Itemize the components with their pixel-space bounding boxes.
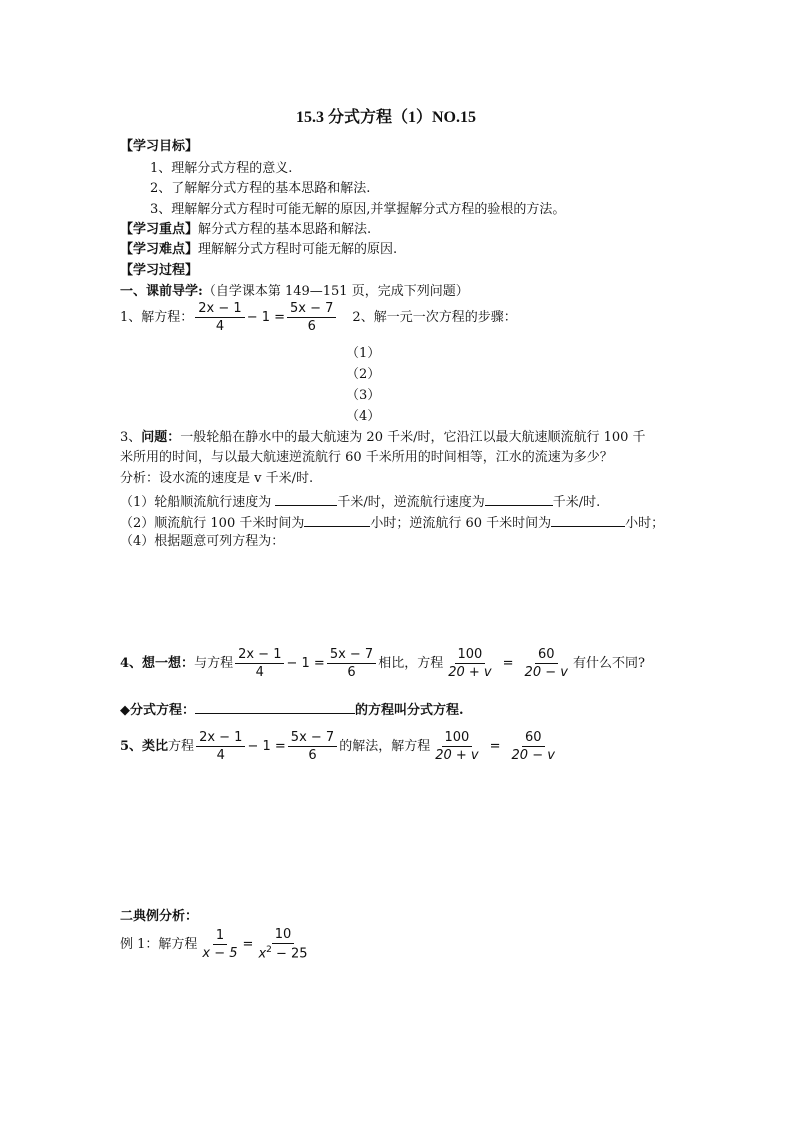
eq2-rhs-fraction-repeat	[509, 731, 558, 762]
part1-note: （自学课本第 149—151 页，完成下列问题）	[202, 284, 469, 299]
part4-text-c: 有什么不同?	[572, 656, 645, 671]
q3-prefix: 3、	[120, 430, 142, 445]
part4-prefix: 4、	[120, 656, 143, 671]
eq3-lhs-num: 1	[213, 929, 227, 945]
part5-label: 5、类比	[120, 739, 169, 754]
eq2-lhs-num: 100	[455, 648, 486, 664]
part1-header-line	[120, 285, 469, 298]
q2-text: 2、解一元一次方程的步骤：	[352, 310, 517, 325]
eq1-rhs-den: 6	[308, 748, 317, 763]
eq2-lhs-den: 20 + v	[435, 748, 479, 763]
definition-blank[interactable]	[195, 701, 355, 714]
eq1-lhs-num: 2x − 1	[196, 731, 245, 747]
eq1-lhs-den: 4	[255, 665, 264, 680]
eq2-lhs-den: 20 + v	[448, 665, 492, 680]
q3-label: 问题：	[141, 430, 181, 445]
eq1-lhs-den: 4	[215, 319, 225, 334]
eq1-lhs-num: 2x − 1	[235, 648, 284, 664]
goal-item: 2、了解解分式方程的基本思路和解法.	[150, 181, 371, 196]
answer2-blank-a[interactable]	[304, 514, 370, 527]
goal-item: 3、理解解分式方程时可能无解的原因,并掌握解分式方程的验根的方法。	[150, 202, 566, 217]
eq2-lhs-fraction	[445, 648, 494, 679]
answer2-line	[120, 514, 664, 530]
eq2-rhs-fraction	[522, 648, 571, 679]
definition-label: ◆分式方程：	[120, 703, 195, 718]
eq2-lhs-fraction-repeat	[432, 731, 481, 762]
eq2-rhs-den: 20 − v	[511, 748, 555, 763]
eq1-lhs-fraction-repeat	[235, 648, 284, 679]
answer4-line: （4）根据题意可列方程为：	[120, 534, 285, 549]
eq1-rhs-num: 5x − 7	[327, 648, 376, 664]
definition-suffix: 的方程叫分式方程.	[355, 703, 464, 718]
answer2-text-b: 小时；逆流航行 60 千米时间为	[370, 516, 552, 531]
eq2-rhs-num: 60	[522, 731, 545, 747]
eq3-rhs-den-tail: − 25	[271, 946, 308, 962]
answer1-blank-b[interactable]	[485, 493, 553, 506]
eq3-lhs-fraction	[199, 929, 240, 960]
answer1-text-a: （1）轮船顺流航行速度为	[120, 495, 276, 510]
part4-text-b: 相比，方程	[378, 656, 444, 671]
eq1-rhs-num: 5x − 7	[287, 302, 336, 318]
step-item: （3）	[346, 388, 381, 403]
q1-prefix: 1、解方程：	[120, 310, 194, 325]
eq1-rhs-fraction	[287, 302, 336, 333]
eq1-lhs-fraction-repeat	[196, 731, 245, 762]
analysis-line: 分析：设水流的速度是 v 千米/时.	[120, 471, 314, 486]
example1-label: 例 1：解方程	[120, 936, 198, 952]
eq3-rhs-num: 10	[272, 928, 295, 944]
page-title: 15.3 分式方程（1）NO.15	[296, 109, 477, 126]
example1-line	[120, 928, 313, 960]
difficulty-line	[120, 243, 397, 256]
eq3-rhs-den-exp: 2	[266, 945, 272, 955]
eq1-lhs-num: 2x − 1	[195, 302, 244, 318]
eq1-rhs-num: 5x − 7	[288, 731, 337, 747]
eq1-lhs-fraction	[195, 302, 244, 333]
answer1-blank-a[interactable]	[275, 493, 337, 506]
definition-line	[120, 701, 464, 717]
step-item: （4）	[346, 409, 381, 424]
q1-line	[120, 302, 517, 333]
answer1-text-c: 千米/时.	[552, 495, 601, 510]
eq1-minus-one: − 1 =	[246, 310, 286, 325]
process-header: 【学习过程】	[120, 263, 199, 278]
difficulty-text: 理解解分式方程时可能无解的原因.	[198, 242, 398, 257]
answer2-text-a: （2）顺流航行 100 千米时间为	[120, 516, 305, 531]
eq1-lhs-den: 4	[216, 748, 225, 763]
part5-text-b: 的解法，解方程	[339, 739, 431, 754]
eq1-rhs-den: 6	[307, 319, 316, 334]
eq2-rhs-den: 20 − v	[524, 665, 568, 680]
part5-line	[120, 731, 560, 762]
eq3-rhs-fraction	[255, 928, 310, 960]
key-point-header: 【学习重点】	[120, 222, 199, 237]
key-point-text: 解分式方程的基本思路和解法.	[198, 222, 372, 237]
eq2-equals: =	[502, 656, 514, 671]
eq3-rhs-den	[255, 944, 310, 960]
answer1-text-b: 千米/时，逆流航行速度为	[337, 495, 485, 510]
eq3-rhs-den-base: x	[258, 946, 267, 962]
part4-line	[120, 648, 645, 679]
eq1-rhs-den: 6	[347, 665, 356, 680]
eq2-lhs-num: 100	[442, 731, 473, 747]
eq1-rhs-fraction-repeat	[327, 648, 376, 679]
eq1-minus-one: − 1 =	[286, 656, 325, 671]
eq3-equals: =	[242, 936, 254, 952]
answer2-blank-b[interactable]	[551, 514, 625, 527]
q3-text1: 一般轮船在静水中的最大航速为 20 千米/时，它沿江以最大航速顺流航行 100 千	[180, 430, 646, 445]
goals-header: 【学习目标】	[120, 139, 199, 154]
part4-text-a: 与方程	[194, 656, 234, 671]
goal-item: 1、理解分式方程的意义.	[150, 161, 293, 176]
eq1-rhs-fraction-repeat	[288, 731, 337, 762]
key-point-line	[120, 223, 371, 236]
q3-line2: 米所用的时间，与以最大航速逆流航行 60 千米所用的时间相等，江水的流速为多少？	[120, 450, 613, 465]
part2-header: 二典例分析：	[120, 909, 199, 924]
answer1-line	[120, 493, 600, 509]
part5-text-a: 方程	[168, 739, 195, 754]
part4-label: 想一想：	[142, 656, 195, 671]
q3-line1	[120, 431, 646, 444]
eq3-lhs-den: x − 5	[202, 945, 238, 961]
eq1-minus-one: − 1 =	[247, 739, 286, 754]
answer2-text-c: 小时；	[625, 516, 665, 531]
part1-header: 一、课前导学:	[120, 284, 203, 299]
step-item: （1）	[346, 346, 381, 361]
difficulty-header: 【学习难点】	[120, 242, 199, 257]
eq2-equals: =	[489, 739, 501, 754]
step-item: （2）	[346, 367, 381, 382]
eq2-rhs-num: 60	[535, 648, 558, 664]
